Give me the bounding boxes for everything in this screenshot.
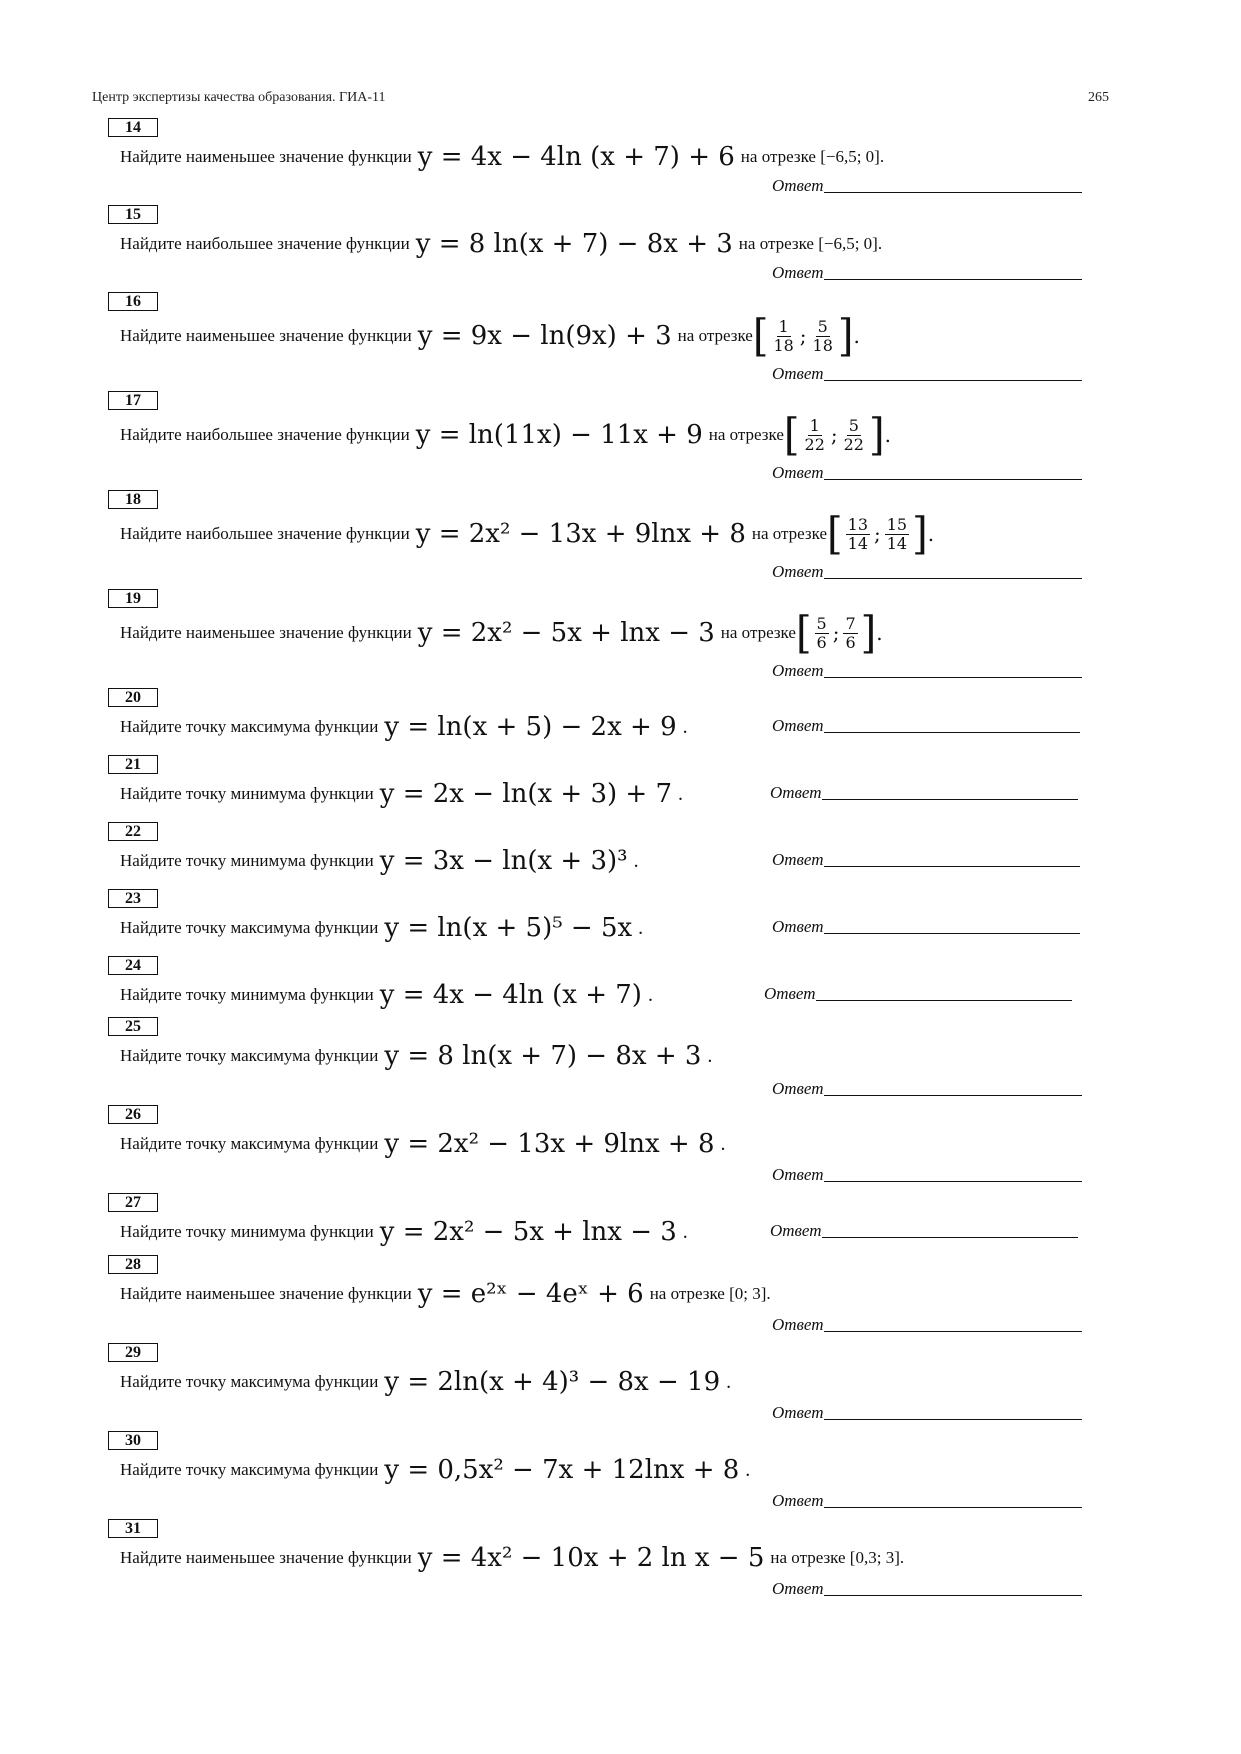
answer-line[interactable] [824,1595,1082,1596]
task-number: 31 [108,1519,158,1538]
formula: y = 3x − ln(x + 3)³ [379,846,628,876]
task-prompt: Найдите точку минимума функции [120,851,374,870]
task-number: 24 [108,956,158,975]
formula: y = ln(x + 5) − 2x + 9 [384,712,677,742]
fraction-numerator: 13 [847,514,868,534]
fraction-denominator: 18 [773,335,794,355]
page-number: 265 [1088,90,1109,105]
task-number: 28 [108,1255,158,1274]
answer-field[interactable] [772,1491,1082,1511]
answer-label: Ответ [772,263,824,282]
formula: y = 8 ln(x + 7) − 8x + 3 [415,229,733,259]
task-number: 20 [108,688,158,707]
fraction-numerator: 5 [848,415,859,435]
answer-line[interactable] [824,933,1080,934]
interval: [ $\frac{1}{18}$ ; $\frac{5}{18}$ ] . [752,310,860,362]
task-prompt: Найдите точку максимума функции [120,1134,379,1153]
answer-label: Ответ [770,1221,822,1240]
formula: y = e²ˣ − 4eˣ + 6 [417,1279,644,1309]
segment-text: на отрезке [−6,5; 0]. [738,234,883,253]
answer-field[interactable] [770,1221,1078,1241]
formula: y = ln(11x) − 11x + 9 [415,420,703,450]
answer-field[interactable] [772,364,1082,384]
answer-label: Ответ [772,1165,824,1184]
answer-label: Ответ [772,1079,824,1098]
fraction-denominator: 14 [886,533,908,553]
answer-line[interactable] [824,279,1082,280]
task-prompt: Найдите наименьшее значение функции [120,1548,412,1567]
segment-text: на отрезке [677,326,753,345]
segment-text: на отрезке [751,524,828,543]
formula: y = 9x − ln(9x) + 3 [417,321,672,351]
answer-line[interactable] [824,1507,1082,1508]
segment-text: на отрезке [0; 3]. [649,1284,771,1303]
formula: y = 2ln(x + 4)³ − 8x − 19 [384,1367,721,1397]
segment-text: на отрезке [0,3; 3]. [770,1548,905,1567]
interval: [ $\frac{1}{22}$ ; $\frac{5}{22}$ ] . [783,409,891,461]
fraction-denominator: 14 [847,533,868,553]
answer-line[interactable] [824,732,1080,733]
answer-label: Ответ [772,661,824,680]
answer-line[interactable] [822,1237,1078,1238]
answer-field[interactable] [772,850,1080,870]
answer-label: Ответ [772,364,824,383]
task-prompt: Найдите точку минимума функции [120,985,374,1004]
answer-label: Ответ [772,716,824,735]
fraction-numerator: 1 [778,316,789,336]
answer-field[interactable] [772,1579,1082,1599]
task-prompt: Найдите наименьшее значение функции [120,326,412,345]
task-prompt: Найдите наименьшее значение функции [120,623,412,642]
task-number: 29 [108,1343,158,1362]
task-prompt: Найдите наибольшее значение функции [120,425,410,444]
answer-label: Ответ [772,562,824,581]
task-number: 30 [108,1431,158,1450]
fraction-numerator: 5 [817,316,828,336]
answer-label: Ответ [772,1491,824,1510]
answer-label: Ответ [772,850,824,869]
answer-label: Ответ [770,783,822,802]
answer-line[interactable] [824,380,1082,381]
answer-field[interactable] [772,1315,1082,1335]
formula: y = 2x² − 13x + 9lnx + 8 [384,1129,715,1159]
answer-line[interactable] [824,1095,1082,1096]
fraction-denominator: 18 [812,335,833,355]
segment-text: на отрезке [720,623,796,642]
segment-text: на отрезке [708,425,784,444]
fraction-numerator: 7 [845,613,856,633]
fraction-denominator: 6 [816,632,827,652]
answer-line[interactable] [824,192,1082,193]
answer-line[interactable] [824,1181,1082,1182]
answer-label: Ответ [772,463,824,482]
formula: y = 2x − ln(x + 3) + 7 [379,779,672,809]
answer-label: Ответ [772,1403,824,1422]
answer-label: Ответ [764,984,816,1003]
task-number: 18 [108,490,158,509]
segment-text: на отрезке [−6,5; 0]. [740,147,885,166]
task-prompt: Найдите точку минимума функции [120,784,374,803]
fraction-denominator: 22 [843,434,864,454]
answer-label: Ответ [772,176,824,195]
answer-line[interactable] [824,1419,1082,1420]
answer-line[interactable] [822,799,1078,800]
task-number: 23 [108,889,158,908]
task-number: 21 [108,755,158,774]
answer-field[interactable] [772,263,1082,283]
answer-line[interactable] [824,677,1082,678]
answer-label: Ответ [772,917,824,936]
task-prompt: Найдите точку максимума функции [120,918,379,937]
formula: y = 4x − 4ln (x + 7) [379,980,642,1010]
formula: y = 2x² − 5x + lnx − 3 [379,1217,677,1247]
answer-field[interactable] [764,984,1072,1004]
answer-field[interactable] [772,716,1080,736]
answer-line[interactable] [824,479,1082,480]
task-prompt: Найдите точку максимума функции [120,717,379,736]
answer-field[interactable] [772,463,1082,483]
task-prompt: Найдите наибольшее значение функции [120,524,410,543]
interval: [ $\frac{13}{14}$ ; $\frac{15}{14}$ ] . [827,508,935,560]
task-prompt: Найдите наибольшее значение функции [120,234,410,253]
formula: y = 2x² − 13x + 9lnx + 8 [415,519,746,549]
task-number: 14 [108,118,158,137]
task-number: 26 [108,1105,158,1124]
answer-field[interactable] [772,1165,1082,1185]
formula: y = 4x² − 10x + 2 ln x − 5 [417,1543,765,1573]
task-number: 16 [108,292,158,311]
fraction-denominator: 6 [845,632,856,652]
formula: y = 0,5x² − 7x + 12lnx + 8 [384,1455,740,1485]
fraction-numerator: 1 [809,415,820,435]
task-prompt: Найдите точку максимума функции [120,1460,379,1479]
formula: y = 8 ln(x + 7) − 8x + 3 [384,1041,702,1071]
interval: [ $\frac{5}{6}$ ; $\frac{7}{6}$ ] . [795,607,883,659]
task-number: 19 [108,589,158,608]
task-prompt: Найдите наименьшее значение функции [120,147,412,166]
answer-line[interactable] [824,1331,1082,1332]
task-number: 17 [108,391,158,410]
answer-field[interactable] [772,1403,1082,1423]
answer-field[interactable] [772,176,1082,196]
task-prompt: Найдите наименьшее значение функции [120,1284,412,1303]
fraction-numerator: 15 [886,514,908,534]
answer-line[interactable] [816,1000,1072,1001]
task-number: 27 [108,1193,158,1212]
answer-field[interactable] [772,661,1082,681]
answer-field[interactable] [772,562,1082,582]
formula: y = 2x² − 5x + lnx − 3 [417,618,715,648]
answer-field[interactable] [772,1079,1082,1099]
task-number: 22 [108,822,158,841]
answer-label: Ответ [772,1315,824,1334]
answer-field[interactable] [770,783,1078,803]
answer-field[interactable] [772,917,1080,937]
page-header-title: Центр экспертизы качества образования. ГИА-11 [92,90,386,105]
task-prompt: Найдите точку максимума функции [120,1372,379,1391]
answer-line[interactable] [824,578,1082,579]
fraction-numerator: 5 [816,613,827,633]
formula: y = ln(x + 5)⁵ − 5x [384,913,633,943]
task-prompt: Найдите точку минимума функции [120,1222,374,1241]
answer-line[interactable] [824,866,1080,867]
fraction-denominator: 22 [804,434,825,454]
task-prompt: Найдите точку максимума функции [120,1046,379,1065]
task-number: 25 [108,1017,158,1036]
task-number: 15 [108,205,158,224]
answer-label: Ответ [772,1579,824,1598]
formula: y = 4x − 4ln (x + 7) + 6 [417,142,735,172]
